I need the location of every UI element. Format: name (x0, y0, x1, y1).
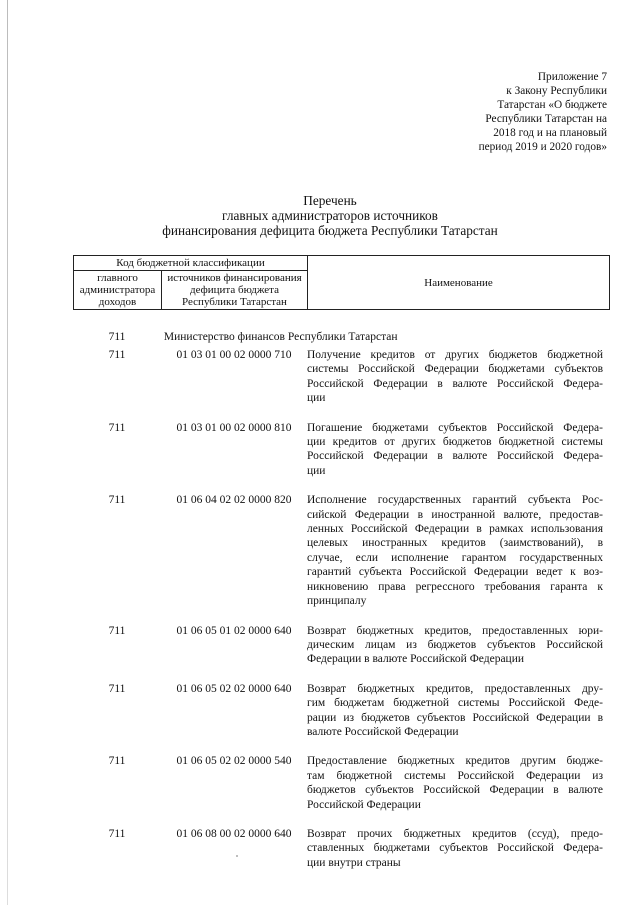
name-line: ции (307, 392, 326, 405)
name-line: дическим лицам из бюджетов субъектов Российской (307, 638, 603, 651)
scan-speck (236, 855, 238, 857)
source-name (307, 682, 603, 740)
source-column-header: источников финансирования дефицита бюджета Республики Татарстан (162, 271, 308, 310)
classification-rows (73, 348, 613, 885)
name-line: системы Российской Федерации бюджетами субъектов (307, 363, 603, 376)
name-column-header: Наименование (308, 256, 610, 310)
annex-line: к Закону Республики (506, 85, 607, 97)
annex-line: Республики Татарстан на (485, 113, 607, 125)
ministry-row (73, 331, 613, 344)
admin-code: 711 (108, 827, 126, 840)
name-line: рации из бюджетов субъектов Российской Федерации в (307, 711, 603, 724)
table-row (73, 682, 613, 740)
title-line: Перечень (303, 193, 357, 208)
source-name (307, 421, 603, 479)
name-line: Получение кредитов от других бюджетов бюджетной (307, 349, 603, 361)
ministry-name: Министерство финансов Республики Татарстан (163, 331, 398, 343)
name-line: принципалу (307, 595, 367, 608)
name-line: сийской Федерации в иностранной валюте, предостав- (307, 508, 603, 521)
name-line: Предоставление бюджетных кредитов другим бюдже- (307, 755, 603, 768)
source-name (307, 493, 603, 608)
source-name (307, 754, 603, 812)
name-line: ленных Российской Федерации в рамках использования (307, 523, 603, 536)
name-line: Возврат бюджетных кредитов, предоставленных дру- (307, 682, 603, 695)
name-line: Исполнение государственных гарантий субъекта Рос- (307, 494, 603, 507)
source-name (307, 827, 603, 870)
annex-line: Татарстан «О бюджете (497, 99, 607, 111)
name-line: случае, если исполнение гарантом государственных (307, 551, 603, 564)
table-row (73, 493, 613, 608)
table-row (73, 754, 613, 812)
name-line: там бюджетной системы Российской Федерации из (307, 769, 603, 782)
admin-code: 711 (108, 624, 126, 637)
document-title (60, 193, 600, 238)
name-line: целевых иностранных кредитов (заимствований), в (307, 537, 603, 550)
table-row (73, 348, 613, 406)
table-row (73, 624, 613, 667)
ministry-code: 711 (108, 331, 126, 343)
name-line: Возврат бюджетных кредитов, предоставленных юри- (307, 624, 603, 637)
table-row (73, 421, 613, 479)
annex-line: 2018 год и на плановый (493, 127, 607, 139)
source-code: 01 03 01 00 02 0000 810 (176, 421, 292, 434)
name-line: ции (307, 464, 326, 477)
source-code: 01 06 04 02 02 0000 820 (176, 494, 292, 507)
source-code: 01 06 05 01 02 0000 640 (176, 624, 292, 637)
admin-code: 711 (108, 755, 126, 768)
admin-code: 711 (108, 421, 126, 434)
admin-column-header: главного администратора доходов (74, 271, 162, 310)
source-name (307, 624, 603, 667)
admin-code: 711 (108, 682, 126, 695)
annex-line: Приложение 7 (537, 71, 607, 83)
admin-code: 711 (108, 349, 126, 361)
source-code: 01 06 05 02 02 0000 640 (176, 682, 292, 695)
source-code: 01 06 05 02 02 0000 540 (176, 755, 292, 768)
classification-table-header (73, 255, 610, 310)
annex-note (437, 70, 607, 154)
name-line: ставленных бюджетами субъектов Российской Федера- (307, 842, 603, 855)
admin-code: 711 (108, 494, 126, 507)
source-name (307, 348, 603, 406)
name-line: Российской Федерации в валюте Российской Федера- (307, 450, 603, 463)
page-margin-line (7, 0, 8, 905)
name-line: ции внутри страны (307, 856, 401, 869)
source-code: 01 06 08 00 02 0000 640 (176, 827, 292, 840)
name-line: Погашение бюджетами субъектов Российской Федера- (307, 421, 603, 434)
title-line: главных администраторов источников (222, 208, 438, 223)
annex-line: период 2019 и 2020 годов» (478, 141, 607, 153)
name-line: Возврат прочих бюджетных кредитов (ссуд), предо- (307, 827, 603, 840)
code-group-header: Код бюджетной классификации (74, 256, 308, 271)
table-row (73, 827, 613, 870)
name-line: валюте Российской Федерации (307, 725, 459, 738)
title-line: финансирования дефицита бюджета Республики Татарстан (162, 223, 498, 238)
name-line: Федерации в валюте Российской Федерации (307, 653, 525, 666)
name-line: Российской Федерации (307, 798, 421, 811)
name-line: Российской Федерации в валюте Российской Федера- (307, 377, 603, 390)
name-line: бюджетов субъектов Российской Федерации в валюте (307, 784, 603, 797)
source-code: 01 03 01 00 02 0000 710 (176, 349, 292, 361)
name-line: никновению права регрессного требования гаранта к (307, 580, 603, 593)
name-line: гарантий субъекта Российской Федерации ведет к воз- (307, 566, 603, 579)
name-line: ции кредитов от других бюджетов бюджетной системы (307, 436, 603, 449)
name-line: гим бюджетам бюджетной системы Российской Феде- (307, 697, 603, 710)
